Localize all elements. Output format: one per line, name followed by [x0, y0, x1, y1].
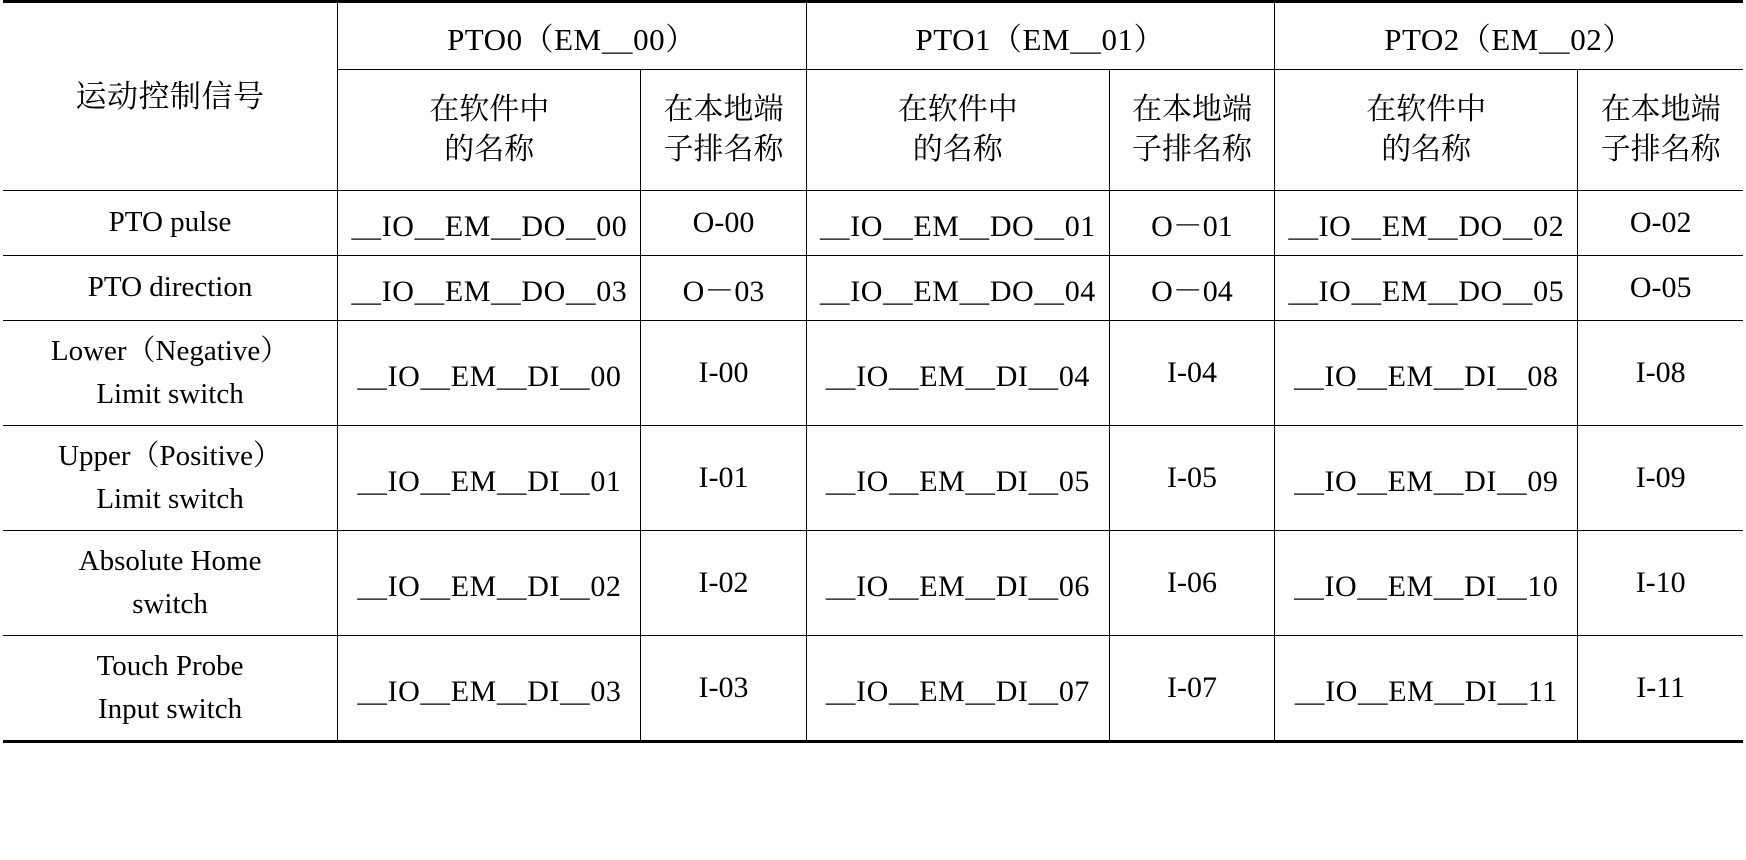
row-cell-software-name: ＿IO＿EM＿DO＿02	[1275, 191, 1578, 256]
header-sub-line2-3: 子排名称	[1131, 133, 1252, 166]
header-sub-line2-0: 的名称	[444, 133, 535, 166]
table-row	[3, 321, 1743, 426]
row-cell-terminal-name: I-04	[1109, 321, 1274, 426]
row-cell-software-name: ＿IO＿EM＿DI＿10	[1275, 531, 1578, 636]
row-cell-software-name: ＿IO＿EM＿DI＿05	[806, 426, 1109, 531]
row-signal-label	[3, 321, 338, 426]
row-cell-terminal-name: I-02	[641, 531, 806, 636]
row-cell-software-name: ＿IO＿EM＿DI＿08	[1275, 321, 1578, 426]
row-cell-terminal-name: I-06	[1109, 531, 1274, 636]
header-group-pto0: PTO0（EM＿00）	[338, 2, 806, 70]
row-signal-line2: Input switch	[97, 693, 243, 725]
header-sub-terminal-name-2	[1578, 70, 1743, 191]
row-signal-label	[3, 636, 338, 742]
row-cell-terminal-name: I-07	[1109, 636, 1274, 742]
row-cell-software-name: ＿IO＿EM＿DI＿00	[338, 321, 641, 426]
row-cell-software-name: ＿IO＿EM＿DI＿01	[338, 426, 641, 531]
row-cell-terminal-name: I-05	[1109, 426, 1274, 531]
header-sub-line1-3: 在本地端	[1131, 92, 1252, 126]
motion-control-signal-table	[3, 0, 1743, 743]
row-cell-terminal-name: O－01	[1109, 191, 1274, 256]
row-signal-label	[3, 191, 338, 256]
header-sub-line2-4: 的名称	[1381, 133, 1472, 166]
row-cell-software-name: ＿IO＿EM＿DI＿04	[806, 321, 1109, 426]
row-cell-software-name: ＿IO＿EM＿DO＿00	[338, 191, 641, 256]
row-cell-software-name: ＿IO＿EM＿DI＿09	[1275, 426, 1578, 531]
header-sub-terminal-name-0	[641, 70, 806, 191]
row-cell-terminal-name: I-03	[641, 636, 806, 742]
row-cell-software-name: ＿IO＿EM＿DO＿03	[338, 256, 641, 321]
row-cell-terminal-name: O－04	[1109, 256, 1274, 321]
row-cell-software-name: ＿IO＿EM＿DI＿07	[806, 636, 1109, 742]
row-cell-terminal-name: I-08	[1578, 321, 1743, 426]
row-signal-label	[3, 426, 338, 531]
row-cell-software-name: ＿IO＿EM＿DO＿05	[1275, 256, 1578, 321]
row-cell-terminal-name: I-00	[641, 321, 806, 426]
row-signal-line2: Limit switch	[96, 378, 244, 410]
row-signal-line2: Limit switch	[96, 483, 244, 515]
row-cell-software-name: ＿IO＿EM＿DI＿02	[338, 531, 641, 636]
row-cell-terminal-name: O-00	[641, 191, 806, 256]
header-sub-line2-2: 的名称	[912, 133, 1003, 166]
header-sub-software-name-0	[338, 70, 641, 191]
header-group-pto2: PTO2（EM＿02）	[1275, 2, 1744, 70]
table-header-groups	[3, 2, 1743, 70]
row-signal-line1: Absolute Home	[78, 544, 262, 577]
header-sub-software-name-2	[1275, 70, 1578, 191]
header-sub-line1-1: 在本地端	[663, 92, 784, 126]
header-sub-line2-1: 子排名称	[663, 133, 784, 166]
row-cell-terminal-name: O-02	[1578, 191, 1743, 256]
row-cell-terminal-name: O－03	[641, 256, 806, 321]
row-signal-line1: PTO direction	[87, 271, 253, 304]
header-sub-line1-5: 在本地端	[1600, 92, 1721, 126]
table-row	[3, 191, 1743, 256]
row-cell-software-name: ＿IO＿EM＿DI＿06	[806, 531, 1109, 636]
header-sub-line1-4: 在软件中	[1366, 92, 1487, 126]
header-group-pto1: PTO1（EM＿01）	[806, 2, 1274, 70]
row-cell-terminal-name: I-10	[1578, 531, 1743, 636]
row-signal-label	[3, 256, 338, 321]
row-signal-line1: PTO pulse	[108, 206, 232, 239]
header-signal-column: 运动控制信号	[3, 2, 338, 191]
row-signal-label	[3, 531, 338, 636]
header-sub-software-name-1	[806, 70, 1109, 191]
row-cell-software-name: ＿IO＿EM＿DO＿04	[806, 256, 1109, 321]
row-signal-line1: Touch Probe	[96, 649, 244, 682]
row-signal-line1: Lower（Negative）	[50, 334, 290, 367]
row-signal-line1: Upper（Positive）	[58, 439, 283, 472]
header-sub-line2-5: 子排名称	[1600, 133, 1721, 166]
table-row	[3, 636, 1743, 742]
header-sub-line1-2: 在软件中	[897, 92, 1018, 126]
table-row	[3, 256, 1743, 321]
row-cell-software-name: ＿IO＿EM＿DI＿11	[1275, 636, 1578, 742]
row-cell-software-name: ＿IO＿EM＿DO＿01	[806, 191, 1109, 256]
row-signal-line2: switch	[132, 588, 208, 620]
row-cell-terminal-name: O-05	[1578, 256, 1743, 321]
table-row	[3, 426, 1743, 531]
row-cell-software-name: ＿IO＿EM＿DI＿03	[338, 636, 641, 742]
table-row	[3, 531, 1743, 636]
row-cell-terminal-name: I-01	[641, 426, 806, 531]
header-sub-terminal-name-1	[1109, 70, 1274, 191]
row-cell-terminal-name: I-09	[1578, 426, 1743, 531]
header-sub-line1-0: 在软件中	[429, 92, 550, 126]
row-cell-terminal-name: I-11	[1578, 636, 1743, 742]
